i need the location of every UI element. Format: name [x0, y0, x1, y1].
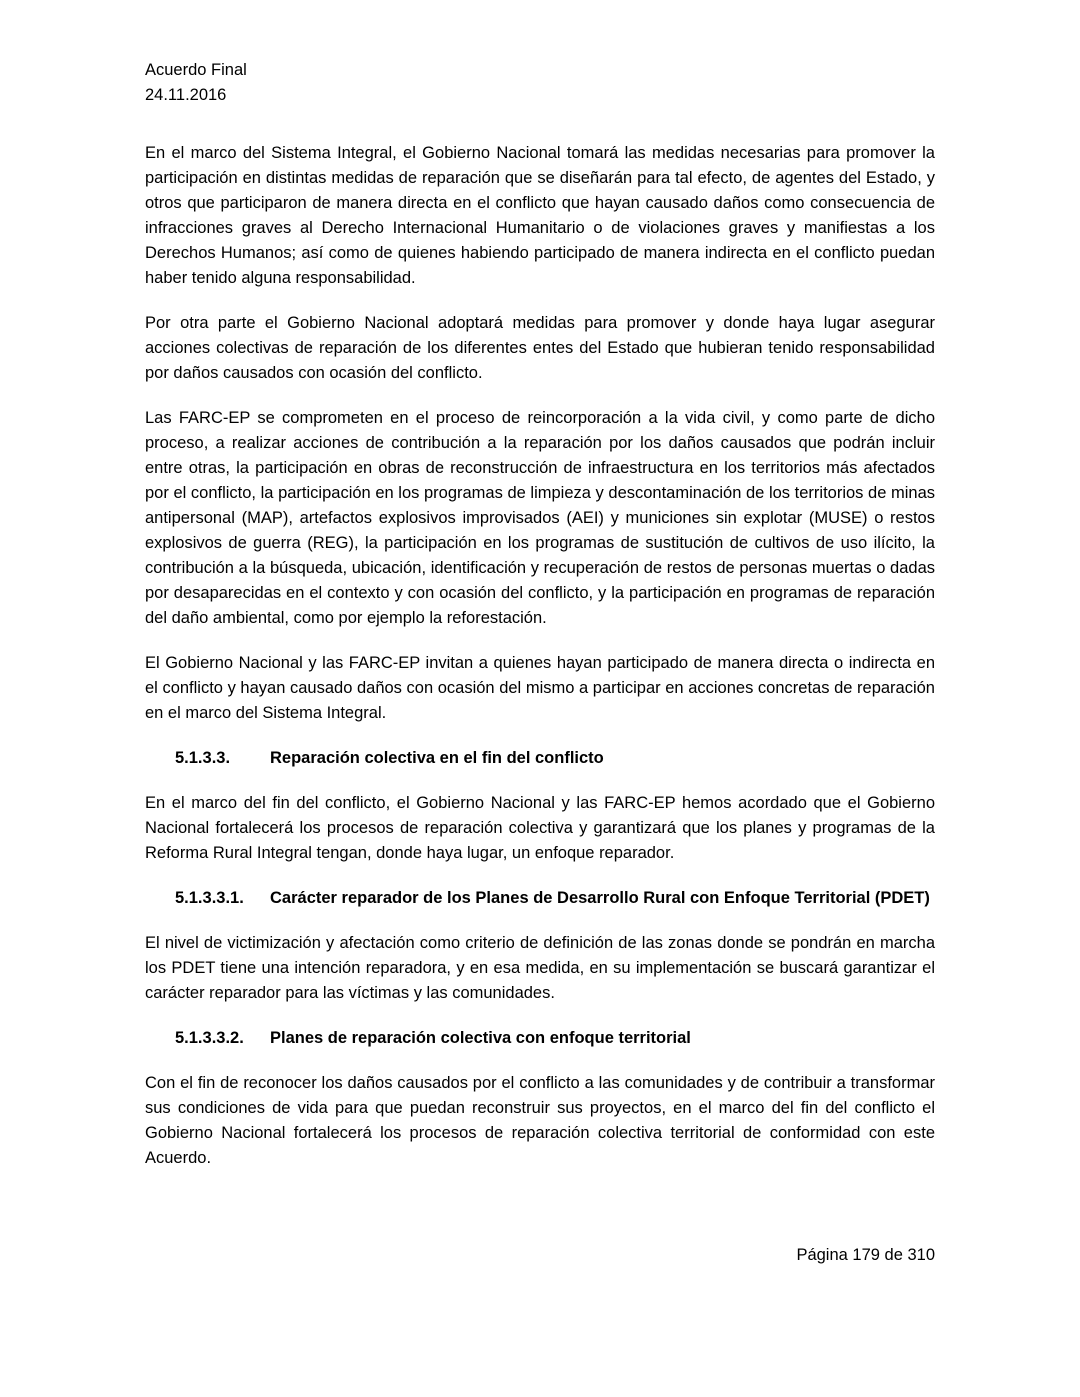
section-heading-5-1-3-3-2	[145, 1026, 935, 1051]
section-heading-5-1-3-3	[145, 746, 935, 771]
paragraph-gobierno-medidas: Por otra parte el Gobierno Nacional adoptará medidas para promover y donde haya lugar asegurar acciones colectivas de reparación de los diferentes entes del Estado que hubieran tenido responsabilidad por daños causados con ocasión del conflicto.	[145, 314, 935, 382]
section-number: 5.1.3.3.	[175, 749, 231, 767]
section-title: Carácter reparador de los Planes de Desarrollo Rural con Enfoque Territorial (PDET)	[270, 889, 930, 907]
section-heading-5-1-3-3-1	[145, 886, 935, 911]
document-date: 24.11.2016	[145, 86, 227, 104]
paragraph-nivel-victimizacion: El nivel de victimización y afectación como criterio de definición de las zonas donde se pondrán en marcha los PDET tiene una intención reparadora, y en esa medida, en su implementación se buscará garantizar el carácter reparador para las víctimas y las comunidades.	[145, 934, 935, 1002]
section-title: Reparación colectiva en el fin del conflicto	[270, 749, 604, 767]
paragraph-reconocer-danos: Con el fin de reconocer los daños causados por el conflicto a las comunidades y de contribuir a transformar sus condiciones de vida para que puedan reconstruir sus proyectos, en el marco del fin del conflicto el Gobierno Nacional fortalecerá los procesos de reparación colectiva territorial de conformidad con este Acuerdo.	[145, 1074, 935, 1167]
document-body	[145, 141, 935, 1171]
page-number: Página 179 de 310	[796, 1246, 935, 1264]
paragraph-farc-compromisos: Las FARC-EP se comprometen en el proceso de reincorporación a la vida civil, y como parte de dicho proceso, a realizar acciones de contribución a la reparación por los daños causados que podrán incluir entre otras, la participación en obras de reconstrucción de infraestructura en los territorios más afectados por el conflicto, la participación en los programas de limpieza y descontaminación de los territorios de minas antipersonal (MAP), artefactos explosivos improvisados (AEI) y municiones sin explotar (MUSE) o restos explosivos de guerra (REG), la participación en los programas de sustitución de cultivos de uso ilícito, la contribución a la búsqueda, ubicación, identificación y recuperación de restos de personas muertas o dadas por desaparecidas en el contexto y con ocasión del conflicto, y la participación en programas de reparación del daño ambiental, como por ejemplo la reforestación.	[145, 409, 935, 627]
section-title: Planes de reparación colectiva con enfoque territorial	[270, 1029, 691, 1047]
paragraph-invitacion-reparacion: El Gobierno Nacional y las FARC-EP invitan a quienes hayan participado de manera directa o indirecta en el conflicto y hayan causado daños con ocasión del mismo a participar en acciones concretas de reparación en el marco del Sistema Integral.	[145, 654, 935, 722]
paragraph-fin-del-conflicto: En el marco del fin del conflicto, el Gobierno Nacional y las FARC-EP hemos acordado que el Gobierno Nacional fortalecerá los procesos de reparación colectiva y garantizará que los planes y programas de la Reforma Rural Integral tengan, donde haya lugar, un enfoque reparador.	[145, 794, 935, 862]
section-number: 5.1.3.3.1.	[175, 889, 244, 907]
document-header	[145, 58, 935, 108]
section-number: 5.1.3.3.2.	[175, 1029, 244, 1047]
document-title: Acuerdo Final	[145, 61, 247, 79]
paragraph-sistema-integral: En el marco del Sistema Integral, el Gobierno Nacional tomará las medidas necesarias para promover la participación en distintas medidas de reparación que se diseñarán para tal efecto, de agentes del Estado, y otros que participaron de manera directa en el conflicto que hayan causado daños como consecuencia de infracciones graves al Derecho Internacional Humanitario o de violaciones graves y manifiestas a los Derechos Humanos; así como de quienes habiendo participado de manera indirecta en el conflicto puedan haber tenido alguna responsabilidad.	[145, 144, 935, 287]
